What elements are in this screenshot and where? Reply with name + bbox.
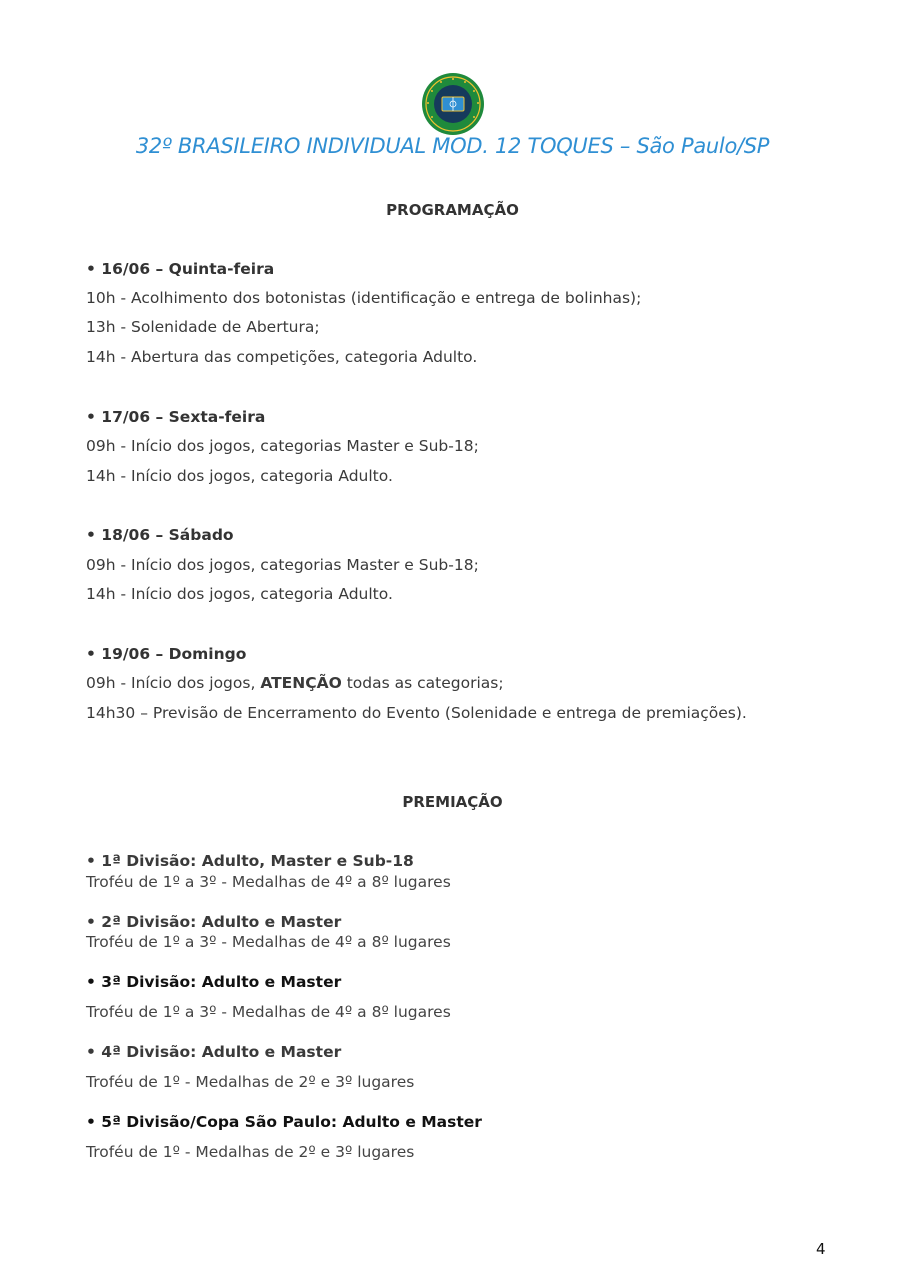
schedule-line: 14h30 – Previsão de Encerramento do Evento (Solenidade e entrega de premiações). — [86, 704, 747, 722]
division-heading: • 4ª Divisão: Adulto e Master — [86, 1043, 342, 1061]
schedule-line: 10h - Acolhimento dos botonistas (identificação e entrega de bolinhas); — [86, 289, 642, 307]
schedule-line: 13h - Solenidade de Abertura; — [86, 318, 320, 336]
division-prize: Troféu de 1º - Medalhas de 2º e 3º lugares — [86, 1143, 415, 1161]
division-heading: • 5ª Divisão/Copa São Paulo: Adulto e Master — [86, 1113, 482, 1131]
schedule-text: todas as categorias; — [341, 674, 504, 692]
day-heading: • 18/06 – Sábado — [86, 526, 234, 544]
schedule-line: 14h - Início dos jogos, categoria Adulto. — [86, 467, 393, 485]
page-number: 4 — [816, 1240, 826, 1258]
schedule-line — [86, 674, 504, 692]
division-heading: • 3ª Divisão: Adulto e Master — [86, 973, 342, 991]
division-heading: • 1ª Divisão: Adulto, Master e Sub-18 — [86, 852, 414, 870]
schedule-line: 09h - Início dos jogos, categorias Master e Sub-18; — [86, 556, 479, 574]
attention-text: ATENÇÃO — [260, 674, 342, 692]
schedule-line: 14h - Início dos jogos, categoria Adulto. — [86, 585, 393, 603]
section-heading-premiacao: PREMIAÇÃO — [402, 793, 503, 811]
document-title: 32º BRASILEIRO INDIVIDUAL MOD. 12 TOQUES – São Paulo/SP — [135, 134, 770, 158]
division-prize: Troféu de 1º - Medalhas de 2º e 3º lugares — [86, 1073, 415, 1091]
confederation-logo — [421, 72, 485, 136]
division-prize: Troféu de 1º a 3º - Medalhas de 4º a 8º lugares — [86, 1003, 451, 1021]
section-heading-programacao: PROGRAMAÇÃO — [386, 201, 519, 219]
schedule-line: 14h - Abertura das competições, categoria Adulto. — [86, 348, 478, 366]
division-prize: Troféu de 1º a 3º - Medalhas de 4º a 8º lugares — [86, 933, 451, 951]
division-prize: Troféu de 1º a 3º - Medalhas de 4º a 8º lugares — [86, 873, 451, 891]
division-heading: • 2ª Divisão: Adulto e Master — [86, 913, 342, 931]
day-heading: • 17/06 – Sexta-feira — [86, 408, 266, 426]
day-heading: • 19/06 – Domingo — [86, 645, 247, 663]
day-heading: • 16/06 – Quinta-feira — [86, 260, 275, 278]
schedule-line: 09h - Início dos jogos, categorias Master e Sub-18; — [86, 437, 479, 455]
schedule-text: 09h - Início dos jogos, — [86, 674, 261, 692]
